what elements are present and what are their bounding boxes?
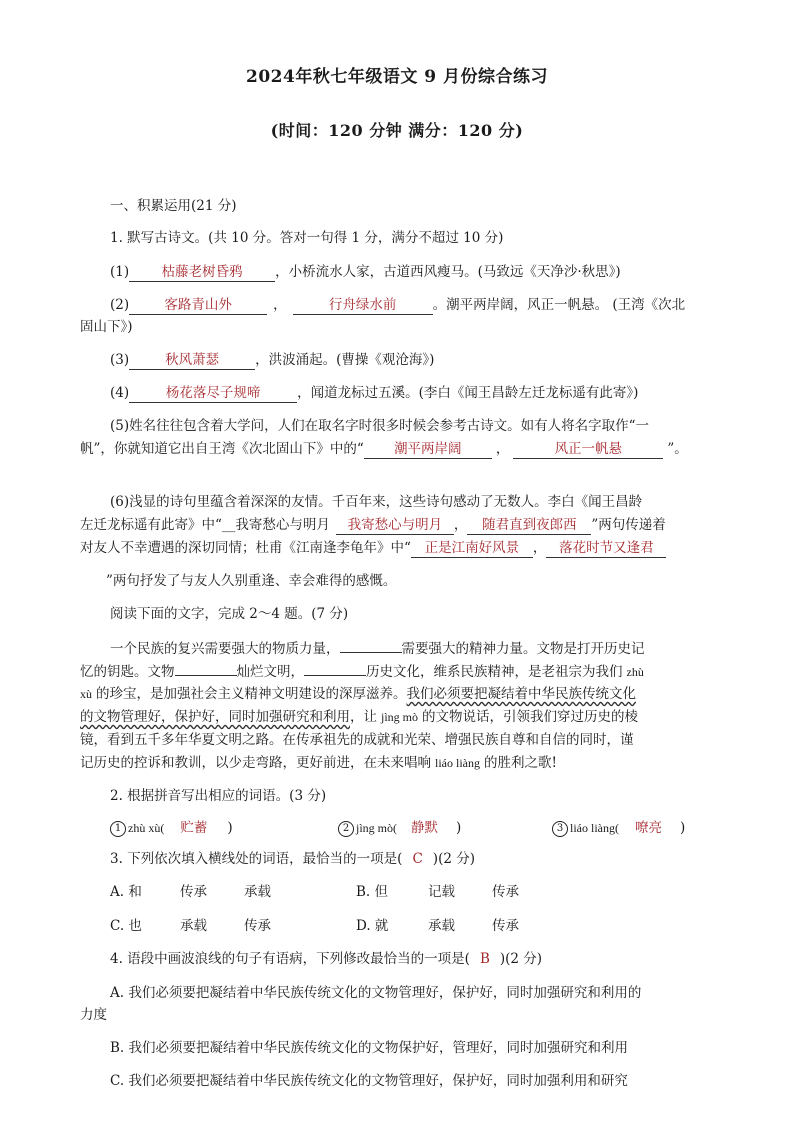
q1-item-6-line1: (6)浅显的诗句里蕴含着深深的友情。千百年来，这些诗句感动了无数人。李白《闻王昌龄 xyxy=(110,494,643,510)
q1-item-5-line2 xyxy=(80,439,688,459)
item-text: 帆”，你就知道它出自王湾《次北固山下》中的“ xyxy=(80,441,364,457)
passage-text: 记历史的控诉和教训，以少走弯路，更好前进，在未来唱响 xyxy=(80,755,431,771)
item-text: ”。 xyxy=(667,441,688,457)
page-subtitle: (时间：120 分钟 满分：120 分) xyxy=(270,121,524,140)
question-text: )(2 分) xyxy=(432,851,475,867)
item-text: ，洪波涌起。(曹操《观沧海》) xyxy=(255,352,435,368)
q4-option-c: C. 我们必须要把凝结着中华民族传统文化的文物管理好，保护好，同时加强利用和研究 xyxy=(110,1073,628,1089)
answer[interactable]: B xyxy=(479,951,490,967)
option-word: 承载 xyxy=(244,884,271,900)
option-word: 传承 xyxy=(492,884,519,900)
q2-item-3 xyxy=(552,818,685,838)
item-text: 。潮平两岸阔，风正一帆悬。 (王湾《次北 xyxy=(432,297,686,313)
answer-blank[interactable]: 我寄愁心与明月 xyxy=(336,517,454,535)
page-title: 2024年秋七年级语文 9 月份综合练习 xyxy=(246,67,548,87)
paren: ) xyxy=(679,820,686,836)
q3-option-b xyxy=(356,882,519,902)
q3-stem xyxy=(110,849,475,869)
answer[interactable]: 嘹亮 xyxy=(634,820,662,836)
q2-item-1 xyxy=(110,818,233,838)
q1-item-2 xyxy=(110,295,685,315)
q1-item-4 xyxy=(110,383,638,403)
answer-blank[interactable]: 随君直到夜郎西 xyxy=(467,517,591,535)
item-number: (3) xyxy=(110,352,130,368)
pinyin: jìng mò xyxy=(381,710,419,724)
question-text: )(2 分) xyxy=(499,951,543,967)
option-word: 记载 xyxy=(428,884,455,900)
answer-blank[interactable]: 秋风萧瑟 xyxy=(129,352,255,370)
passage-text: 的胜利之歌! xyxy=(484,755,557,771)
item-text: ，闻道龙标过五溪。(李白《闻王昌龄左迁龙标遥有此寄》) xyxy=(297,385,639,401)
pinyin: liáo liàng( xyxy=(570,821,619,835)
fill-blank[interactable] xyxy=(340,638,402,653)
answer[interactable]: 静默 xyxy=(411,820,438,836)
separator: ， xyxy=(532,540,547,556)
passage-text: 历史文化，维系民族精神，是老祖宗为我们 xyxy=(366,664,623,680)
item-text: 左迁龙标遥有此寄》中“__我寄愁心与明月 xyxy=(80,517,330,533)
answer[interactable]: C xyxy=(412,851,423,867)
q1-stem: 1. 默写古诗文。(共 10 分。答对一句得 1 分，满分不超过 10 分) xyxy=(110,230,504,246)
separator: ， xyxy=(495,441,510,457)
separator: ， xyxy=(273,297,287,313)
reading-instruction: 阅读下面的文字，完成 2～4 题。(7 分) xyxy=(110,606,349,622)
passage-text: 一个民族的复兴需要强大的物质力量， xyxy=(110,641,340,657)
answer-blank[interactable]: 杨花落尽子规啼 xyxy=(129,385,297,403)
option-word: 传承 xyxy=(244,918,271,934)
item-number: (1) xyxy=(110,264,130,280)
q1-item-2-cont: 固山下》) xyxy=(80,319,133,335)
circled-number: 3 xyxy=(552,821,568,837)
q2-item-2 xyxy=(338,818,461,838)
separator: ， xyxy=(453,517,468,533)
q1-item-1 xyxy=(110,262,621,282)
answer-blank[interactable]: 行舟绿水前 xyxy=(293,297,433,315)
item-number: (2) xyxy=(110,297,130,313)
item-text: 对友人不幸遭遇的深切同情；杜甫《江南逢李龟年》中“ xyxy=(80,540,411,556)
answer-blank[interactable]: 客路青山外 xyxy=(129,297,267,315)
item-text: ”两句传递着 xyxy=(591,517,666,533)
option-word: 传承 xyxy=(180,884,207,900)
q3-option-c xyxy=(110,916,271,936)
pinyin: liáo liàng xyxy=(435,756,480,770)
q3-option-a xyxy=(110,882,271,902)
q1-item-6-line2 xyxy=(80,515,666,535)
passage-line-3 xyxy=(80,684,636,704)
q4-option-a-cont: 力度 xyxy=(80,1007,107,1023)
passage-line-2 xyxy=(80,661,644,682)
option-word: 传承 xyxy=(492,918,519,934)
pinyin: jìng mò( xyxy=(356,821,397,835)
passage-text: ，让 xyxy=(350,709,377,725)
answer[interactable]: 贮蓄 xyxy=(180,820,208,836)
q1-item-5-line1: (5)姓名往往包含着大学问，人们在取名字时很多时候会参考古诗文。如有人将名字取作“一 xyxy=(110,418,650,434)
option-word: 承载 xyxy=(428,918,455,934)
q1-item-3 xyxy=(110,350,434,370)
fill-blank[interactable] xyxy=(175,661,237,676)
option-label: D. 就 xyxy=(356,918,389,934)
passage-text: 的珍宝，是加强社会主义精神文明建设的深厚滋养。 xyxy=(96,686,407,702)
passage-text: 忆的钥匙。文物 xyxy=(80,664,175,680)
answer-blank[interactable]: 正是江南好风景 xyxy=(411,540,533,558)
circled-number: 1 xyxy=(110,821,126,837)
item-number: (4) xyxy=(110,385,130,401)
option-word: 承载 xyxy=(180,918,207,934)
q3-option-d xyxy=(356,916,519,936)
passage-line-6 xyxy=(80,753,557,773)
wavy-underlined-sentence: 我们必须要把凝结着中华民族传统文化 xyxy=(406,686,636,702)
q4-option-a: A. 我们必须要把凝结着中华民族传统文化的文物管理好，保护好，同时加强研究和利用的 xyxy=(110,985,642,1001)
passage-line-4 xyxy=(80,707,638,727)
answer-blank[interactable]: 潮平两岸阔 xyxy=(364,441,492,459)
option-label: C. 也 xyxy=(110,918,142,934)
pinyin: zhù xyxy=(626,665,644,679)
answer-blank[interactable]: 风正一帆悬 xyxy=(513,441,663,459)
q1-item-6-line4: ”两句抒发了与友人久别重逢、幸会难得的感慨。 xyxy=(106,573,397,589)
q1-item-6-line3 xyxy=(80,538,666,558)
pinyin: xù xyxy=(80,687,92,701)
paren: ) xyxy=(456,820,462,836)
circled-number: 2 xyxy=(338,821,354,837)
passage-text: 需要强大的精神力量。文物是打开历史记 xyxy=(401,641,645,657)
pinyin: zhù xù( xyxy=(128,821,165,835)
passage-text: 的文物说话，引领我们穿过历史的棱 xyxy=(422,709,639,725)
option-label: B. 但 xyxy=(356,884,389,900)
passage-text: 灿烂文明， xyxy=(236,664,304,680)
wavy-underlined-sentence: 的文物管理好，保护好，同时加强研究和利用 xyxy=(80,709,350,725)
item-text: ，小桥流水人家，古道西风瘦马。(马致远《天净沙·秋思》) xyxy=(275,264,621,280)
question-text: 3. 下列依次填入横线处的词语，最恰当的一项是( xyxy=(110,851,403,867)
option-label: A. 和 xyxy=(110,884,142,900)
answer-blank[interactable]: 落花时节又逢君 xyxy=(546,540,666,558)
q4-option-b: B. 我们必须要把凝结着中华民族传统文化的文物保护好，管理好，同时加强研究和利用 xyxy=(110,1040,629,1056)
passage-line-1 xyxy=(110,638,645,659)
answer-blank[interactable]: 枯藤老树昏鸦 xyxy=(129,264,275,282)
question-text: 4. 语段中画波浪线的句子有语病，下列修改最恰当的一项是( xyxy=(110,951,470,967)
q4-stem xyxy=(110,949,542,969)
passage-line-5: 镜，看到五千多年华夏文明之路。在传承祖先的成就和光荣、增强民族自尊和自信的同时，谨 xyxy=(80,732,634,748)
fill-blank[interactable] xyxy=(304,661,366,676)
section-heading: 一、积累运用(21 分) xyxy=(110,198,237,214)
paren: ) xyxy=(227,820,233,836)
q2-stem: 2. 根据拼音写出相应的词语。(3 分) xyxy=(110,788,327,804)
